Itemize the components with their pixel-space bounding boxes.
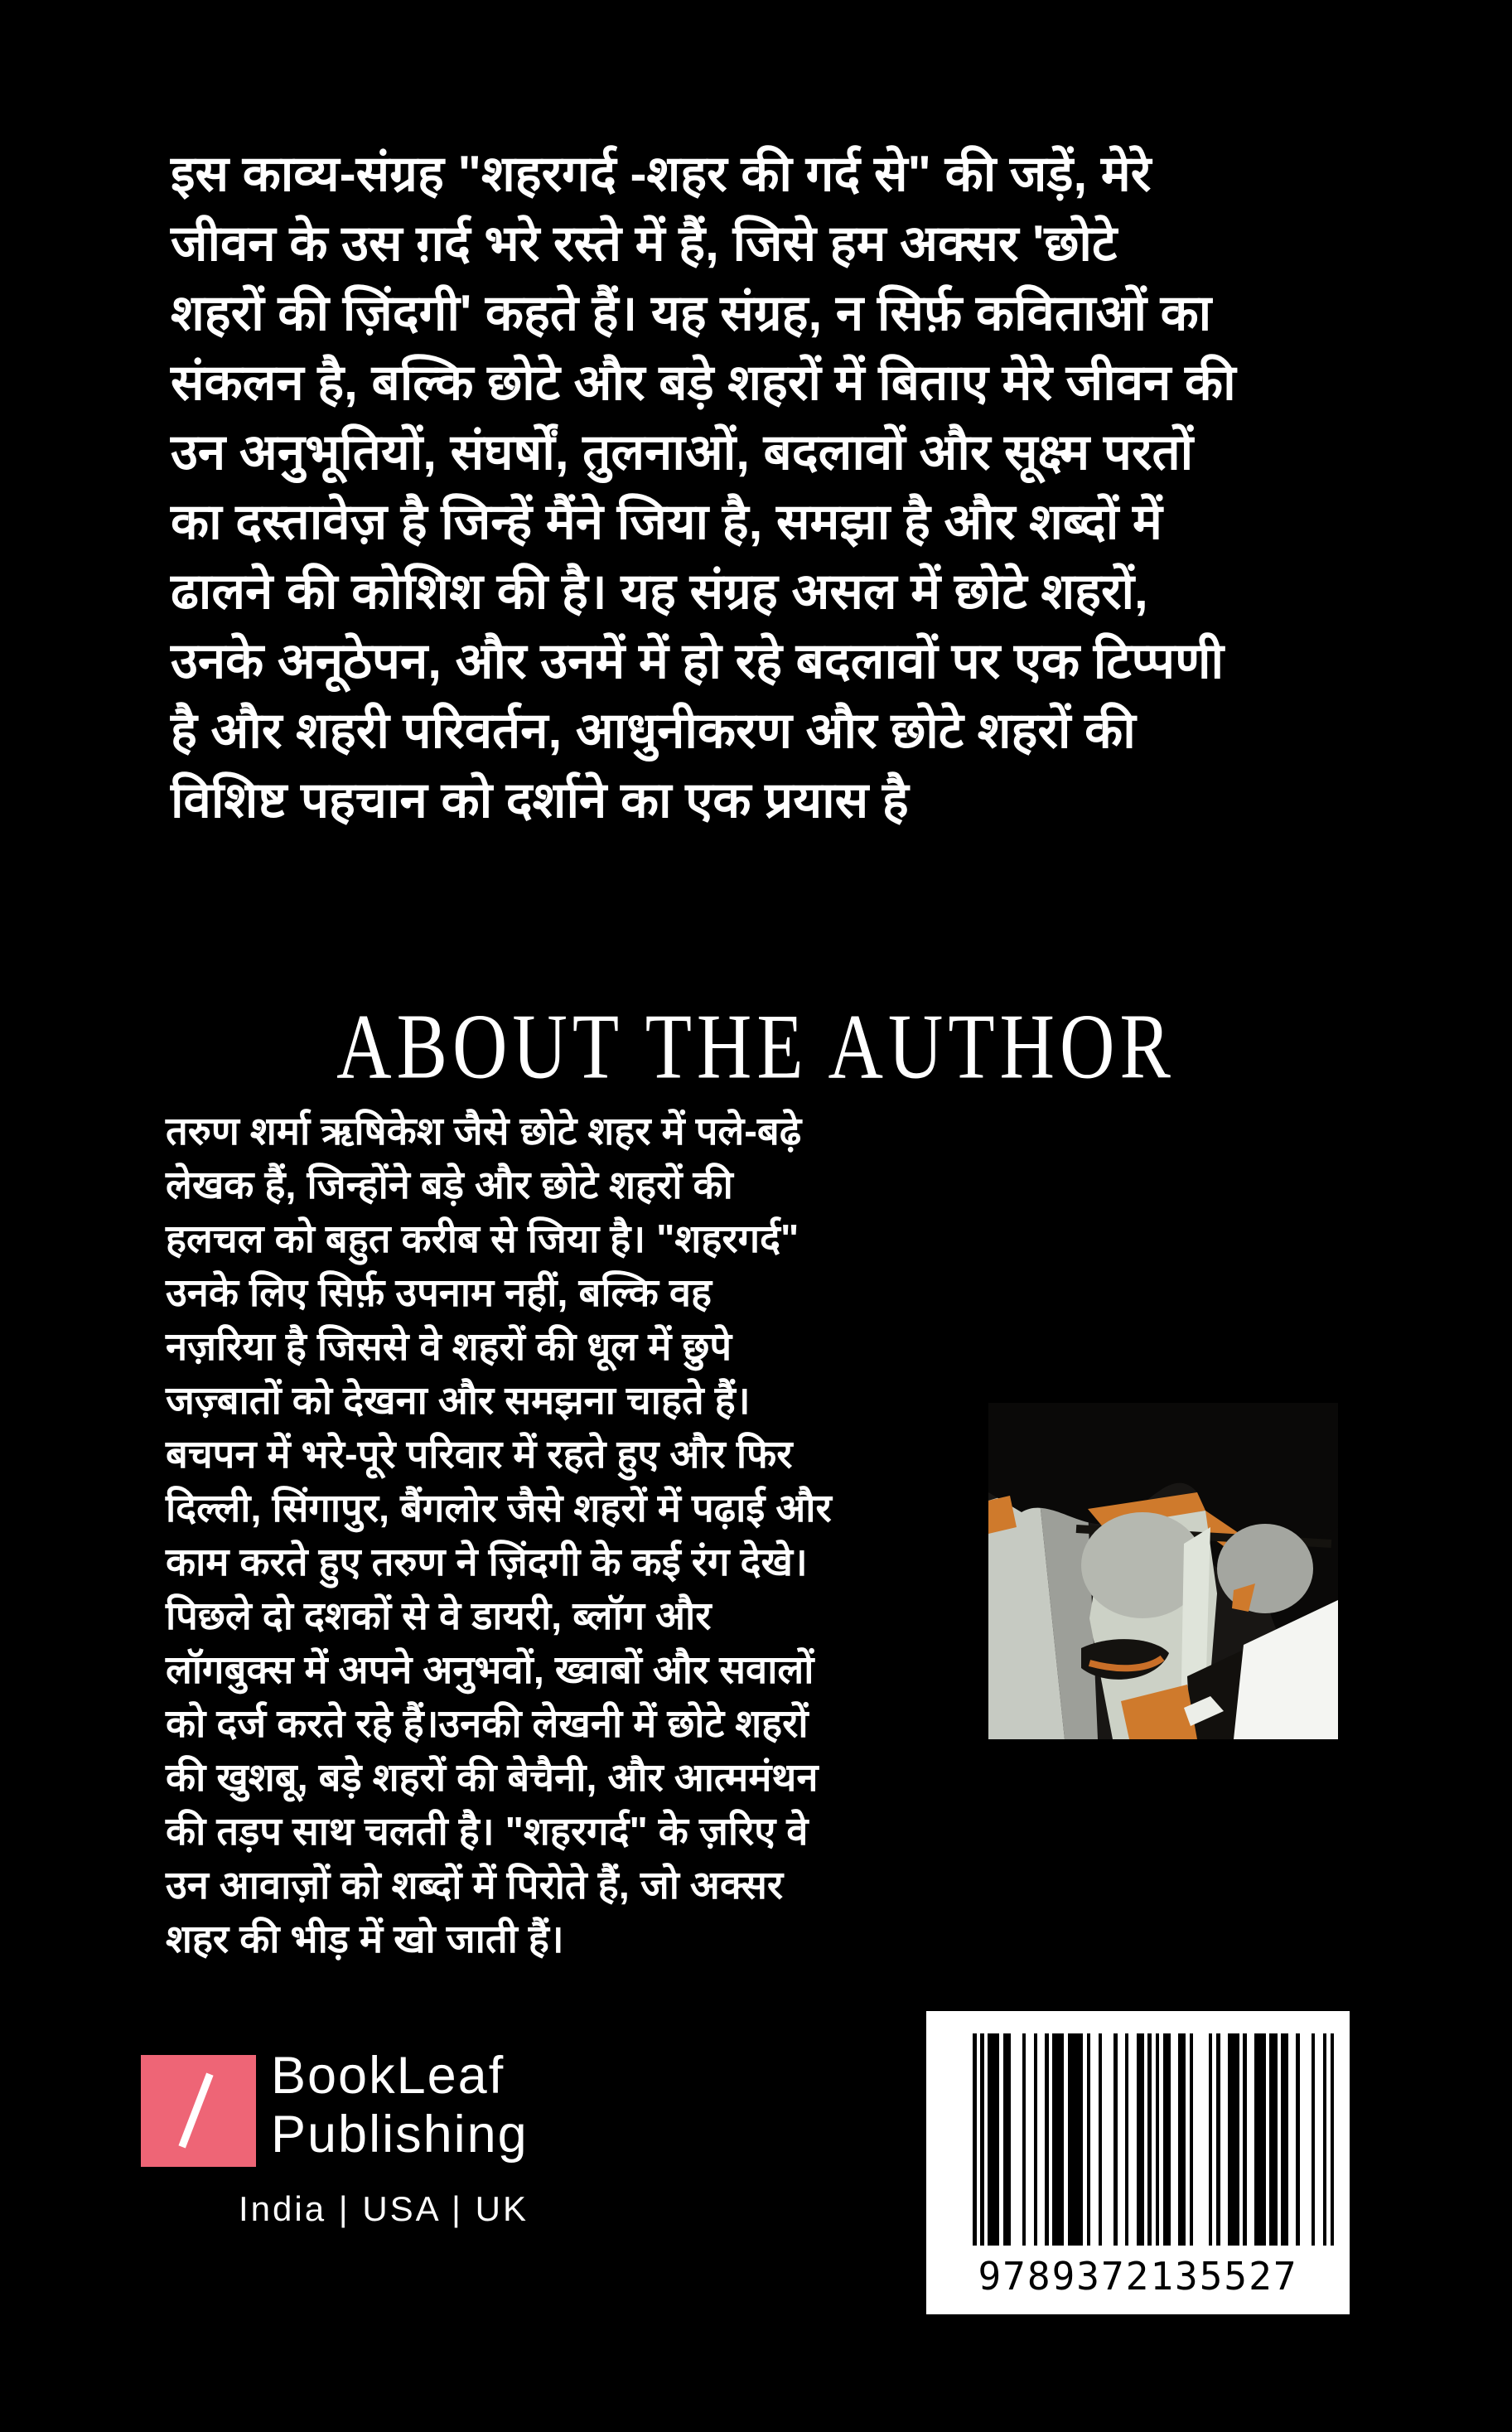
author-bio-text — [166, 1104, 1002, 1965]
text-line: दिल्ली, सिंगापुर, बैंगलोर जैसे शहरों में पढ़ाई और — [166, 1486, 832, 1530]
isbn-number: 9789372135527 — [978, 2254, 1298, 2299]
text-line: इस काव्य-संग्रह "शहरगर्द -शहर की गर्द से" की जड़ें, मेरे — [171, 146, 1152, 201]
text-line: है और शहरी परिवर्तन, आधुनीकरण और छोटे शहरों की — [171, 703, 1136, 758]
text-line: जज़्बातों को देखना और समझना चाहते हैं। — [166, 1378, 751, 1422]
barcode-bars — [973, 2033, 1335, 2246]
text-line: लॉगबुक्स में अपने अनुभवों, ख्वाबों और सवालों — [166, 1647, 814, 1691]
text-line: का दस्तावेज़ है जिन्हें मैंने जिया है, समझा है और शब्दों में — [171, 494, 1162, 549]
text-line: उनके लिए सिर्फ़ उपनाम नहीं, बल्कि वह — [166, 1270, 712, 1314]
text-line: हलचल को बहुत करीब से जिया है। "शहरगर्द" — [166, 1216, 799, 1260]
text-line: विशिष्ट पहचान को दर्शाने का एक प्रयास है — [171, 772, 909, 828]
text-line: संकलन है, बल्कि छोटे और बड़े शहरों में बिताए मेरे जीवन की — [171, 355, 1236, 410]
bookleaf-logo-icon — [141, 2055, 256, 2167]
text-line: लेखक हैं, जिन्होंने बड़े और छोटे शहरों की — [166, 1163, 733, 1206]
publisher-regions: India | USA | UK — [239, 2189, 529, 2228]
text-line: बचपन में भरे-पूरे परिवार में रहते हुए और फिर — [166, 1432, 793, 1476]
author-photo — [988, 1403, 1338, 1739]
text-line: उन आवाज़ों को शब्दों में पिरोते हैं, जो अक्सर — [166, 1863, 784, 1907]
barcode — [926, 2011, 1350, 2314]
text-line: उनके अनूठेपन, और उनमें में हो रहे बदलावों पर एक टिप्पणी — [171, 633, 1225, 689]
text-line: ढालने की कोशिश की है। यह संग्रह असल में छोटे शहरों, — [171, 563, 1148, 619]
text-line: काम करते हुए तरुण ने ज़िंदगी के कई रंग देखे। — [166, 1540, 808, 1583]
text-line: शहर की भीड़ में खो जाती हैं। — [166, 1917, 564, 1961]
publisher-name-line1: BookLeaf — [271, 2047, 505, 2105]
text-line: शहरों की ज़िंदगी' कहते हैं। यह संग्रह, न सिर्फ़ कविताओं का — [171, 285, 1212, 341]
text-line: तरुण शर्मा ऋषिकेश जैसे छोटे शहर में पले-बढ़े — [166, 1109, 802, 1153]
publisher-name-line2: Publishing — [271, 2106, 529, 2164]
text-line: को दर्ज करते रहे हैं।उनकी लेखनी में छोटे शहरों — [166, 1701, 809, 1745]
author-portrait-illustration — [988, 1403, 1338, 1739]
about-the-author-heading: ABOUT THE AUTHOR — [336, 994, 1176, 1098]
barcode-module — [1331, 2033, 1335, 2246]
text-line: पिछले दो दशकों से वे डायरी, ब्लॉग और — [166, 1593, 712, 1637]
text-line: उन अनुभूतियों, संघर्षों, तुलनाओं, बदलावों और सूक्ष्म परतों — [171, 424, 1194, 480]
synopsis-text — [171, 139, 1397, 835]
slash-icon — [178, 2073, 213, 2149]
text-line: नज़रिया है जिससे वे शहरों की धूल में छुपे — [166, 1324, 732, 1368]
text-line: की तड़प साथ चलती है। "शहरगर्द" के ज़रिए वे — [166, 1809, 809, 1853]
text-line: जीवन के उस ग़र्द भरे रस्ते में हैं, जिसे हम अक्सर 'छोटे — [171, 215, 1118, 271]
text-line: की खुशबू, बड़े शहरों की बेचैनी, और आत्ममंथन — [166, 1755, 819, 1799]
publisher-name — [271, 2047, 529, 2164]
